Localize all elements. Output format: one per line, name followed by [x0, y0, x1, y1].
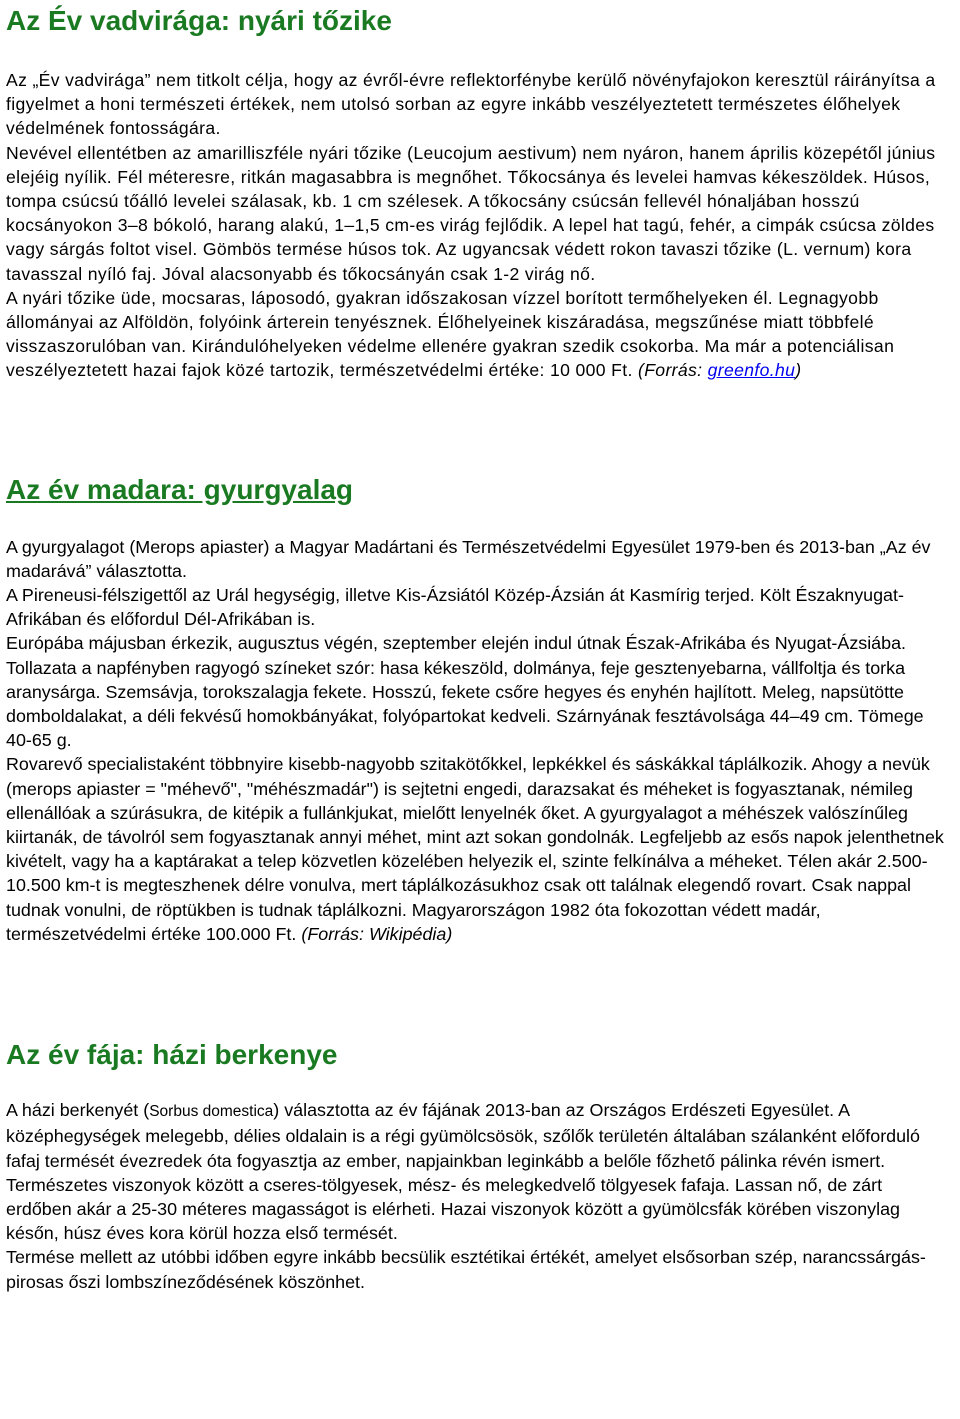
paragraph: A gyurgyalagot (Merops apiaster) a Magyar Madártani és Természetvédelmi Egyesület 1979-ben és 2013-ban „Az év madarává” választotta.: [6, 536, 931, 581]
section-title-bird: Az év madara: gyurgyalag: [6, 473, 354, 505]
paragraph: Termése mellett az utóbbi időben egyre inkább becsülik esztétikai értékét, amelyet elsősorban szép, narancssárgás-pirosas őszi lombszíneződésének köszönhet.: [6, 1247, 926, 1292]
paragraph: A Pireneusi-félszigettől az Urál hegységig, illetve Kis-Ázsiától Közép-Ázsián át Kasmírig terjed. Költ Északnyugat-Afrikában és előfordul Dél-Afrikában is.: [6, 585, 904, 630]
paragraph-text: Rovarevő specialistaként többnyire kisebb-nagyobb szitakötőkkel, lepkékkel és sáskákkal táplálkozik. Ahogy a nevük (merops apiaster = "méhevő", "méhészmadár") is sejtetni engedi, darazsakat és méheket is fogyasztanak, némileg ellenállóak a szúrásukra, de kitépik a fullánkjukat, mielőtt lenyelnék őket. A gyurgyalagot a méhészek valószínűleg kiirtanák, de távolról sem fogyasztanak annyi méhet, mint azt sokan gondolnák. Legfeljebb az esős napok jelenthetnek kivételt, vagy ha a kaptárakat a telep közvetlen közelében helyezik el, szinte felkínálva a méheket. Télen akár 2.500-10.500 km-t is megteszhenek délre vonulva, mert táplálkozásukhoz csak ott találnak elegendő rovart. Csak nappal tudnak vonulni, de röptükben is tudnak táplálkozni. Magyarországon 1982 óta fokozottan védett madár, természetvédelmi értéke 100.000 Ft.: [6, 754, 944, 944]
section-title-wildflower: Az Év vadvirága: nyári tőzike: [6, 5, 392, 36]
paragraph-text: A nyári tőzike üde, mocsaras, láposodó, gyakran időszakosan vízzel borított termőhelyeken él. Legnagyobb állományai az Alföldön, folyóink árterein tenyésznek. Élőhelyeinek kiszáradása, megszűnése miatt többfelé visszaszorulóban van. Kirándulóhelyeken védelme ellenére gyakran szedik csokorba. Ma már a potenciálisan veszélyeztetett hazai fajok közé tartozik, természetvédelmi értéke: 10 000 Ft.: [6, 287, 895, 381]
paragraph: Az „Év vadvirága” nem titkolt célja, hogy az évről-évre reflektorfénybe kerülő növényfajokon keresztül ráirányítsa a figyelmet a honi természeti értékek, nem utolsó sorban az egyre inkább veszélyeztetett természetes élőhelyek védelmének fontosságára.: [6, 70, 936, 139]
section-title-tree: Az év fája: házi berkenye: [6, 1039, 338, 1071]
paragraph: Tollazata a napfényben ragyogó színeket szór: hasa kékeszöld, dolmánya, feje gesztenyebarna, vállfoltja és torka aranysárga. Szemsávja, torokszalagja fekete. Hosszú, fekete csőre hegyes és enyhén hajlított. Meleg, napsütötte domboldalakat, a déli fekvésű homokbányákat, folyópartokat kedveli. Szárnyának fesztávolsága 44–49 cm. Tömege 40-65 g.: [6, 657, 924, 751]
source-link[interactable]: greenfo.hu: [707, 360, 796, 381]
paragraph: A házi berkenyét (Sorbus domestica) választotta az év fájának 2013-ban az Országos Erdészeti Egyesület. A középhegységek melegebb, délies oldalain is a régi gyümölcsösök, szőlők területén általában szálanként előforduló fafaj termését évezredek óta fogyasztja az ember, napjainkban leginkább a belőle főzhető pálinka révén ismert.: [6, 1100, 920, 1171]
section-wildflower: [6, 0, 946, 383]
paragraph: Európába májusban érkezik, augusztus végén, szeptember elején indul útnak Észak-Afrikába és Nyugat-Ázsiába.: [6, 633, 907, 654]
source-citation: (Forrás: greenfo.hu): [638, 360, 802, 381]
paragraph: [6, 752, 946, 946]
source-citation: (Forrás: Wikipédia): [301, 923, 453, 944]
section-tree: [6, 1038, 946, 1294]
section-bird: [6, 473, 946, 946]
paragraph: [6, 286, 946, 383]
paragraph: Természetes viszonyok között a cseres-tölgyesek, mész- és melegkedvelő tölgyesek fafaja. Lassan nő, de zárt erdőben akár a 25-30 méteres magasságot is elérheti. Hazai viszonyok között a gyümölcsfák körében viszonylag későn, húsz éves kora körül hozza első termését.: [6, 1174, 900, 1244]
paragraph: Nevével ellentétben az amarilliszféle nyári tőzike (Leucojum aestivum) nem nyáron, hanem április közepétől június elejéig nyílik. Fél méteresre, ritkán magasabbra is megnőhet. Tőkocsánya és levelei hamvas kékeszöldek. Húsos, tompa csúcsú tőálló levelei szálasak, kb. 1 cm szélesek. A tőkocsány csúcsán fellevél hónaljában hosszú kocsányokon 3–8 bókoló, harang alakú, 1–1,5 cm-es virág fejlődik. A lepel hat tagú, fehér, a cimpák csúcsa zöldes vagy sárgás foltot visel. Gömbös termése húsos tok. Az ugyancsak védett rokon tavaszi tőzike (L. vernum) kora tavasszal nyíló faj. Jóval alacsonyabb és tőkocsányán csak 1-2 virág nő.: [6, 142, 936, 284]
latin-name: Sorbus domestica: [149, 1103, 274, 1121]
